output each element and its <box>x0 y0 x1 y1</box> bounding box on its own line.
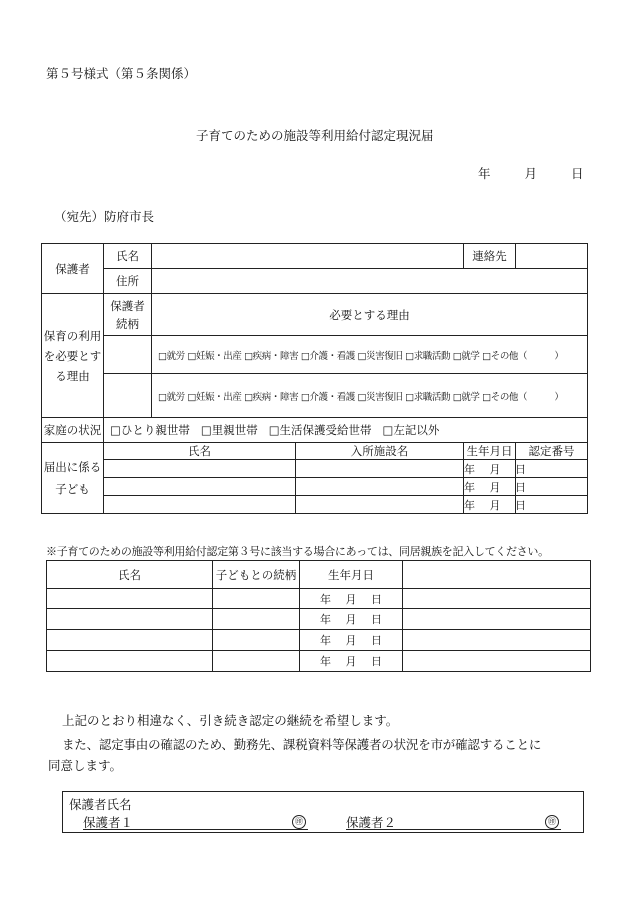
cohabit-dob-cell[interactable] <box>300 651 403 672</box>
seal-icon: ㊞ <box>545 815 559 829</box>
dob-day: 日 <box>515 462 527 476</box>
dob-cell[interactable] <box>464 460 527 478</box>
relation-field-2[interactable] <box>104 374 152 418</box>
cohabit-relation-cell[interactable] <box>213 589 300 609</box>
cohabit-extra-header <box>403 561 591 589</box>
relation-line1: 保護者 <box>110 298 145 313</box>
opt-other-household[interactable]: □左記以外 <box>382 423 440 437</box>
form-number: 第５号様式（第５条関係） <box>46 66 197 81</box>
facility-cell[interactable] <box>296 478 464 496</box>
guardian1-underline[interactable] <box>83 813 308 830</box>
reason-options-row-1 <box>152 336 588 374</box>
opt-care[interactable]: □介護・看護 <box>300 350 355 362</box>
opt-study[interactable]: □就学 <box>452 350 480 362</box>
cohabit-relation-cell[interactable] <box>213 630 300 651</box>
dob-header: 生年月日 <box>464 443 516 460</box>
dob-day: 日 <box>371 592 382 606</box>
paragraph-2a: また、認定事由の確認のため、勤務先、課税資料等保護者の状況を市が確認することに <box>62 737 542 752</box>
cohabit-name-header: 氏名 <box>47 561 213 589</box>
dob-year: 年 <box>464 462 476 476</box>
facility-cell[interactable] <box>296 460 464 478</box>
signature-box <box>62 791 584 833</box>
cohabit-note: ※子育てのための施設等利用給付認定第３号に該当する場合にあっては、同居親族を記入してください。 <box>46 545 549 558</box>
page-title: 子育てのための施設等利用給付認定現況届 <box>196 128 434 143</box>
reason-options-row-2 <box>152 374 588 418</box>
signature-label: 保護者氏名 <box>69 797 132 812</box>
cohabit-relation-cell[interactable] <box>213 651 300 672</box>
cohabit-dob-cell[interactable] <box>300 589 403 609</box>
dob-day: 日 <box>371 655 382 668</box>
cert-number-cell[interactable] <box>516 460 588 478</box>
guardian2-underline[interactable] <box>346 813 561 830</box>
reason-header: 必要とする理由 <box>152 294 588 336</box>
opt-work[interactable]: □就労 <box>158 350 185 362</box>
address-field[interactable] <box>152 269 588 294</box>
cohabit-extra-cell[interactable] <box>403 651 591 672</box>
relation-line2: 続柄 <box>116 316 139 331</box>
paragraph-2b: 同意します。 <box>48 758 123 773</box>
cohabit-dob-header: 生年月日 <box>300 561 403 589</box>
cohabit-name-cell[interactable] <box>47 630 213 651</box>
opt-disaster[interactable]: □災害復旧 <box>357 350 403 362</box>
dob-month: 月 <box>345 655 357 668</box>
child-name-cell[interactable] <box>104 460 296 478</box>
cohabit-name-cell[interactable] <box>47 609 213 630</box>
dob-month: 月 <box>489 480 501 494</box>
children-label-line1: 届出に係る <box>43 460 102 474</box>
opt-pregnancy[interactable]: □妊娠・出産 <box>187 350 242 362</box>
child-name-header: 氏名 <box>104 443 296 460</box>
cohabit-table <box>46 560 591 672</box>
opt-work[interactable]: □就労 <box>158 391 185 403</box>
dob-month: 月 <box>345 613 357 626</box>
dob-year: 年 <box>464 480 476 494</box>
reason-options-1[interactable] <box>158 351 564 362</box>
reason-label-line3: る理由 <box>55 368 90 383</box>
cohabit-dob-cell[interactable] <box>300 630 403 651</box>
opt-jobseek[interactable]: □求職活動 <box>405 350 451 362</box>
opt-illness[interactable]: □疾病・障害 <box>244 391 299 403</box>
dob-year: 年 <box>320 655 331 668</box>
name-label: 氏名 <box>104 244 152 269</box>
cohabit-extra-cell[interactable] <box>403 609 591 630</box>
guardian2-line[interactable] <box>346 813 561 834</box>
opt-welfare[interactable]: □生活保護受給世帯 <box>268 423 372 437</box>
opt-disaster[interactable]: □災害復旧 <box>357 391 403 403</box>
relation-field-1[interactable] <box>104 336 152 374</box>
addressee: （宛先）防府市長 <box>54 209 155 224</box>
household-label: 家庭の状況 <box>42 418 104 443</box>
facility-cell[interactable] <box>296 496 464 514</box>
child-name-cell[interactable] <box>104 478 296 496</box>
dob-cell[interactable] <box>464 496 527 514</box>
dob-month: 月 <box>345 634 357 647</box>
opt-study[interactable]: □就学 <box>452 391 480 403</box>
dob-year: 年 <box>320 634 331 647</box>
cert-number-header: 認定番号 <box>516 443 588 460</box>
dob-cell[interactable] <box>464 478 527 496</box>
facility-header: 入所施設名 <box>296 443 464 460</box>
date-line <box>478 164 583 182</box>
main-form-table <box>41 243 588 514</box>
cohabit-relation-cell[interactable] <box>213 609 300 630</box>
child-name-cell[interactable] <box>104 496 296 514</box>
dob-year: 年 <box>320 613 331 626</box>
guardian-name-field[interactable] <box>152 244 464 269</box>
reason-options-2[interactable] <box>158 392 564 403</box>
date-month: 月 <box>524 166 537 181</box>
cohabit-dob-cell[interactable] <box>300 609 403 630</box>
cert-number-cell[interactable] <box>516 478 588 496</box>
dob-month: 月 <box>489 462 501 476</box>
dob-day: 日 <box>371 634 382 647</box>
cohabit-extra-cell[interactable] <box>403 589 591 609</box>
relation-header <box>104 294 152 336</box>
guardian-label: 保護者 <box>42 244 104 294</box>
household-options <box>104 418 588 443</box>
cohabit-name-cell[interactable] <box>47 589 213 609</box>
address-label: 住所 <box>104 269 152 294</box>
children-label-line2: 子ども <box>55 482 90 496</box>
reason-label-line1: 保育の利用 <box>43 328 102 343</box>
cohabit-extra-cell[interactable] <box>403 630 591 651</box>
guardian2-label: 保護者２ <box>346 815 397 830</box>
children-label <box>42 443 104 514</box>
dob-day: 日 <box>371 613 382 626</box>
opt-other[interactable]: □その他（ ） <box>482 350 564 362</box>
dob-day: 日 <box>515 498 527 512</box>
opt-other[interactable]: □その他（ ） <box>482 391 564 403</box>
dob-month: 月 <box>345 592 357 606</box>
dob-year: 年 <box>464 498 476 512</box>
seal-icon: ㊞ <box>292 815 306 829</box>
opt-jobseek[interactable]: □求職活動 <box>405 391 451 403</box>
opt-care[interactable]: □介護・看護 <box>300 391 355 403</box>
contact-field[interactable] <box>516 244 588 269</box>
cert-number-cell[interactable] <box>516 496 588 514</box>
reason-label-line2: を必要とす <box>43 348 102 363</box>
contact-label: 連絡先 <box>464 244 516 269</box>
date-year: 年 <box>478 166 491 181</box>
opt-single-parent[interactable]: □ひとり親世帯 <box>110 423 190 437</box>
dob-year: 年 <box>320 592 331 606</box>
date-day: 日 <box>570 166 584 181</box>
dob-day: 日 <box>515 480 527 494</box>
guardian1-label: 保護者１ <box>83 815 134 830</box>
cohabit-name-cell[interactable] <box>47 651 213 672</box>
opt-pregnancy[interactable]: □妊娠・出産 <box>187 391 242 403</box>
guardian1-line[interactable] <box>83 813 308 834</box>
opt-foster[interactable]: □里親世帯 <box>200 423 258 437</box>
cohabit-relation-header: 子どもとの続柄 <box>213 561 300 589</box>
dob-month: 月 <box>489 498 501 512</box>
opt-illness[interactable]: □疾病・障害 <box>244 350 299 362</box>
reason-section-label <box>42 294 104 418</box>
paragraph-1: 上記のとおり相違なく、引き続き認定の継続を希望します。 <box>62 713 399 728</box>
